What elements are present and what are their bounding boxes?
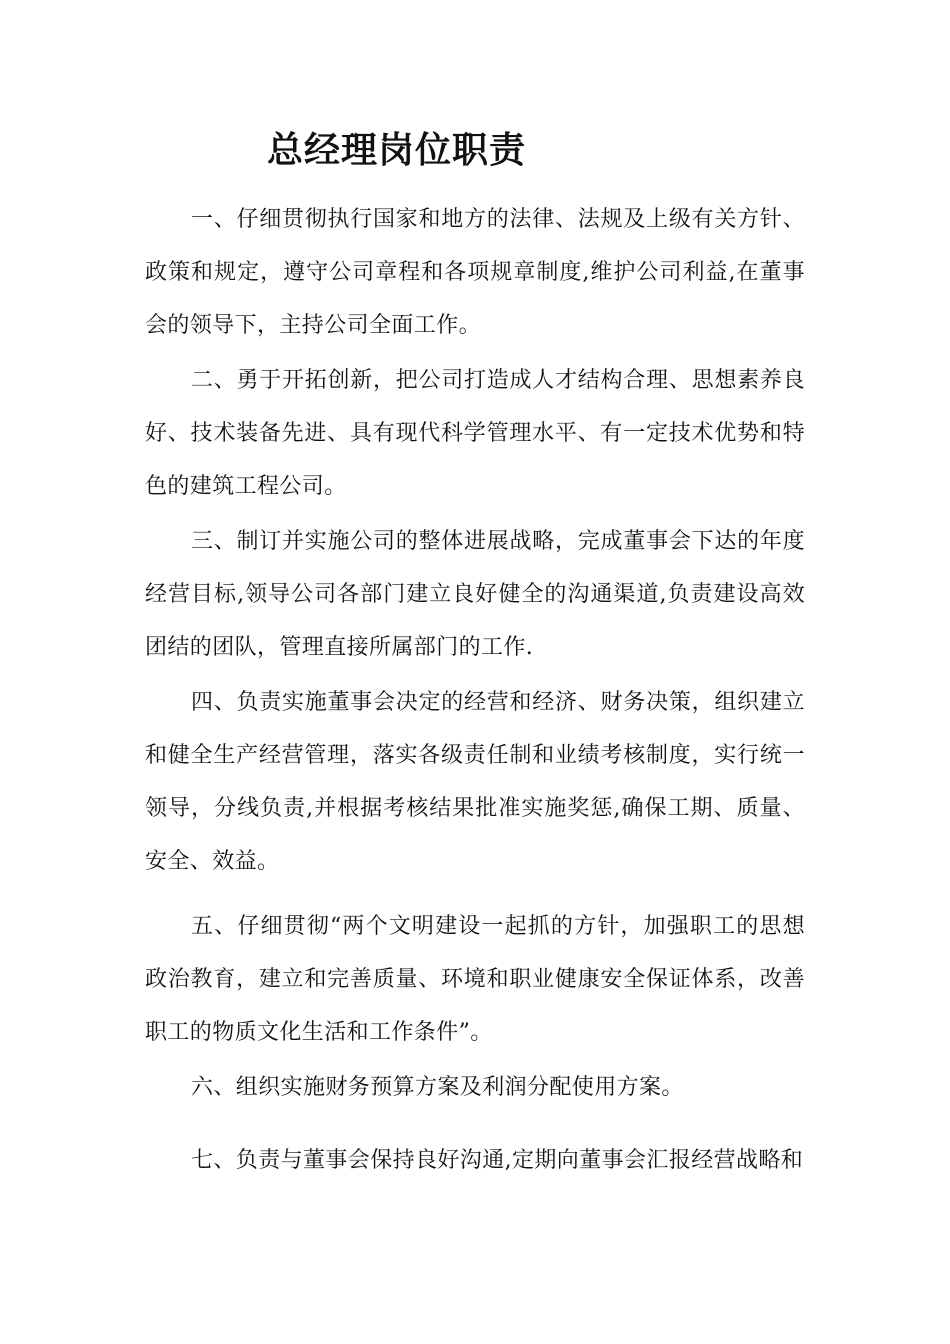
document-title: 总经理岗位职责 bbox=[267, 130, 527, 171]
duty-paragraph-2: 二、勇于开拓创新，把公司打造成人才结构合理、思想素养良好、技术装备先进、具有现代科学管理水平、有一定技术优势和特色的建筑工程公司。 bbox=[145, 368, 805, 499]
duty-paragraph-4: 四、负责实施董事会决定的经营和经济、财务决策，组织建立和健全生产经营管理，落实各级责任制和业绩考核制度，实行统一领导，分线负责,并根据考核结果批准实施奖惩,确保工期、质量、安全、效益。 bbox=[145, 690, 805, 874]
duty-paragraph-3: 三、制订并实施公司的整体进展战略，完成董事会下达的年度经营目标,领导公司各部门建立良好健全的沟通渠道,负责建设高效团结的团队，管理直接所属部门的工作. bbox=[145, 529, 805, 660]
duty-paragraph-5: 五、仔细贯彻“两个文明建设一起抓的方针，加强职工的思想政治教育，建立和完善质量、环境和职业健康安全保证体系，改善职工的物质文化生活和工作条件”。 bbox=[145, 914, 805, 1045]
duty-paragraph-6: 六、组织实施财务预算方案及利润分配使用方案。 bbox=[191, 1075, 684, 1100]
duty-paragraph-1: 一、仔细贯彻执行国家和地方的法律、法规及上级有关方针、政策和规定，遵守公司章程和各项规章制度,维护公司利益,在董事会的领导下，主持公司全面工作。 bbox=[145, 207, 805, 338]
duty-paragraph-7: 七、负责与董事会保持良好沟通,定期向董事会汇报经营战略和 bbox=[191, 1148, 804, 1173]
